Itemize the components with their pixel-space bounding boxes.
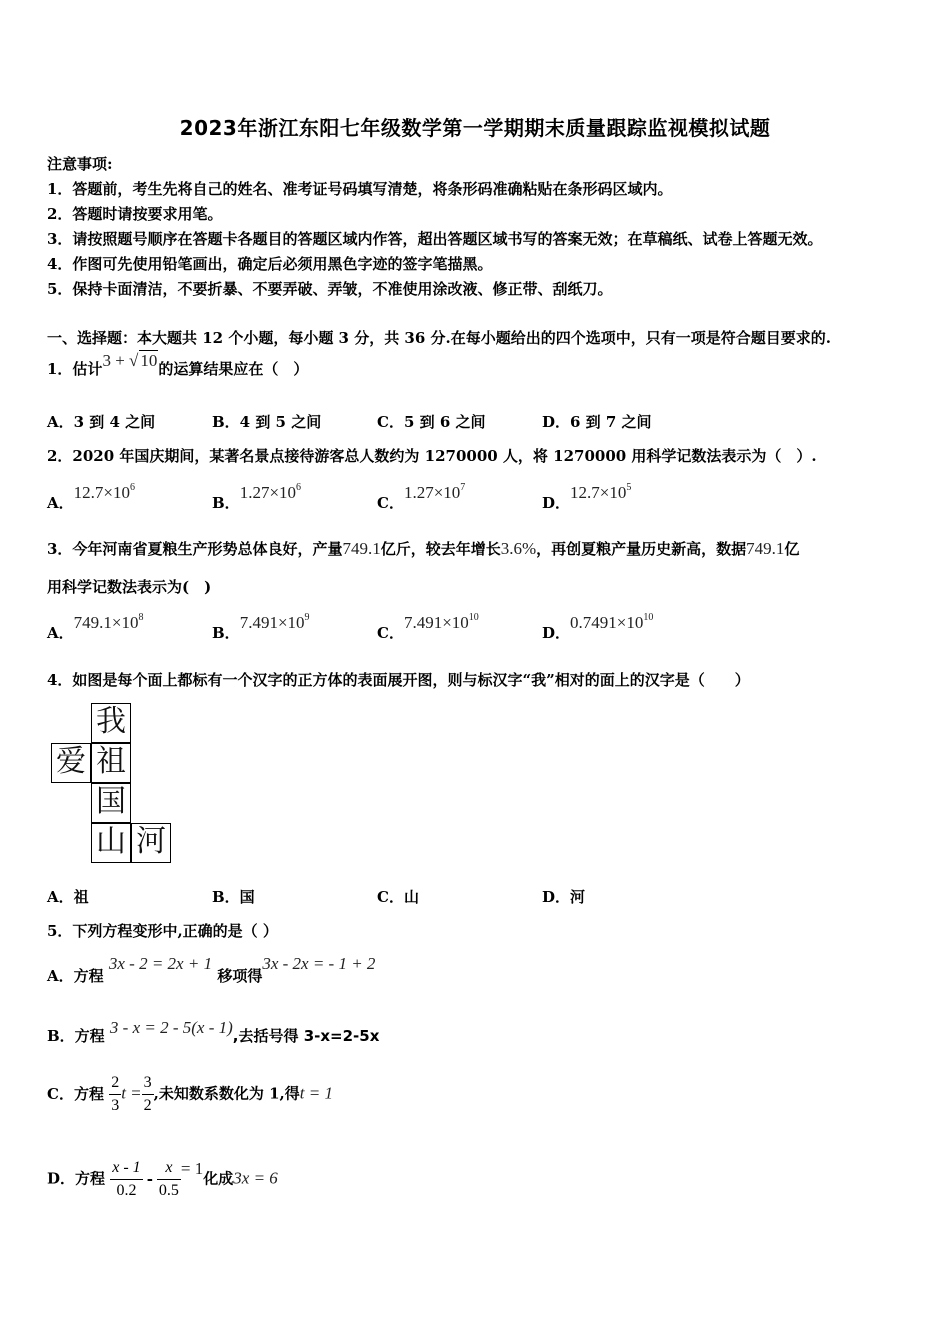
page-title: 2023年浙江东阳七年级数学第一学期期末质量跟踪监视模拟试题 — [179, 116, 771, 140]
q4-option-c[interactable]: C．山 — [377, 888, 419, 906]
fraction: $\frac{3}{2}$ — [143, 1074, 152, 1114]
q4-option-b[interactable]: B．国 — [212, 888, 255, 906]
fraction: $\frac{x - 1}{0.2}$ — [112, 1159, 141, 1199]
q5-option-d[interactable]: D．方程 $\frac{x - 1}{0.2}$ - $\frac{x}{0.5}$ = 1化成3x = 6 — [47, 1157, 278, 1202]
net-face-ai: 爱 — [51, 743, 91, 783]
notice-item: 1．答题前，考生先将自己的姓名、准考证号码填写清楚，将条形码准确粘贴在条形码区域内。 — [47, 180, 673, 198]
q1-expression: 3 + √ 10 — [102, 351, 158, 370]
notice-item: 5．保持卡面清洁，不要折暴、不要弄破、弄皱，不准使用涂改液、修正带、刮纸刀。 — [47, 280, 613, 298]
net-face-zu: 祖 — [91, 743, 131, 783]
net-face-shan: 山 — [91, 823, 131, 863]
q1-suffix: 的运算结果应在（ ） — [158, 360, 309, 378]
notice-heading: 注意事项: — [47, 155, 113, 173]
section-heading: 一、选择题：本大题共 12 个小题，每小题 3 分，共 36 分.在每小题给出的四个选项中，只有一项是符合题目要求的. — [47, 329, 831, 347]
q2-option-d[interactable]: D．$12.7\times 10^5$ — [542, 482, 632, 512]
q2-option-b[interactable]: B．$1.27\times 10^6$ — [212, 482, 302, 512]
q3-option-d[interactable]: D．$0.7491\times 10^{10}$ — [542, 612, 654, 642]
net-face-guo: 国 — [91, 783, 131, 823]
net-face-wo: 我 — [91, 703, 131, 743]
q3-option-a[interactable]: A．$749.1\times 10^8$ — [47, 612, 144, 642]
fraction: $\frac{2}{3}$ — [111, 1074, 120, 1114]
q2-option-a[interactable]: A．$12.7\times 10^6$ — [47, 482, 135, 512]
q1-option-d[interactable]: D．6 到 7 之间 — [542, 413, 652, 431]
question-4: 4．如图是每个面上都标有一个汉字的正方体的表面展开图，则与标汉字“我”相对的面上的汉字是（ ） — [47, 671, 750, 689]
q3-option-b[interactable]: B．$7.491\times 10^9$ — [212, 612, 310, 642]
q4-option-d[interactable]: D．河 — [542, 888, 586, 906]
q5-option-c[interactable]: C．方程 $\frac{2}{3}$ t = $\frac{3}{2}$ ,未知数系数化为 1,得t = 1 — [47, 1072, 333, 1117]
fraction: $\frac{x}{0.5}$ — [158, 1159, 179, 1199]
q5-option-b[interactable]: B．方程 3 - x = 2 - 5(x - 1),去括号得 3-x=2-5x — [47, 1018, 380, 1045]
question-2: 2．2020 年国庆期间，某著名景点接待游客总人数约为 1270000 人，将 1270000 用科学记数法表示为（ ）. — [47, 447, 817, 465]
q5-option-a[interactable]: A．方程 3x - 2 = 2x + 1 移项得3x - 2x = - 1 + 2 — [47, 954, 376, 985]
q3-option-c[interactable]: C．$7.491\times 10^{10}$ — [377, 612, 479, 642]
question-3-line2: 用科学记数法表示为( ) — [47, 578, 212, 596]
notice-item: 2．答题时请按要求用笔。 — [47, 205, 223, 223]
q1-option-b[interactable]: B．4 到 5 之间 — [212, 413, 322, 431]
question-5: 5．下列方程变形中,正确的是（ ） — [47, 922, 278, 940]
q4-option-a[interactable]: A．祖 — [47, 888, 89, 906]
net-face-he: 河 — [131, 823, 171, 863]
question-3-line1: 3．今年河南省夏粮生产形势总体良好，产量749.1亿斤，较去年增长3.6%，再创夏粮产量历史新高，数据749.1亿 — [47, 539, 800, 558]
q1-prefix: 1．估计 — [47, 360, 103, 378]
q1-option-a[interactable]: A．3 到 4 之间 — [47, 413, 156, 431]
question-1 — [47, 351, 309, 379]
notice-item: 3．请按照题号顺序在答题卡各题目的答题区域内作答，超出答题区域书写的答案无效；在草稿纸、试卷上答题无效。 — [47, 230, 823, 248]
q2-option-c[interactable]: C．$1.27\times 10^7$ — [377, 482, 466, 512]
notice-item: 4．作图可先使用铅笔画出，确定后必须用黑色字迹的签字笔描黑。 — [47, 255, 493, 273]
q1-option-c[interactable]: C．5 到 6 之间 — [377, 413, 486, 431]
